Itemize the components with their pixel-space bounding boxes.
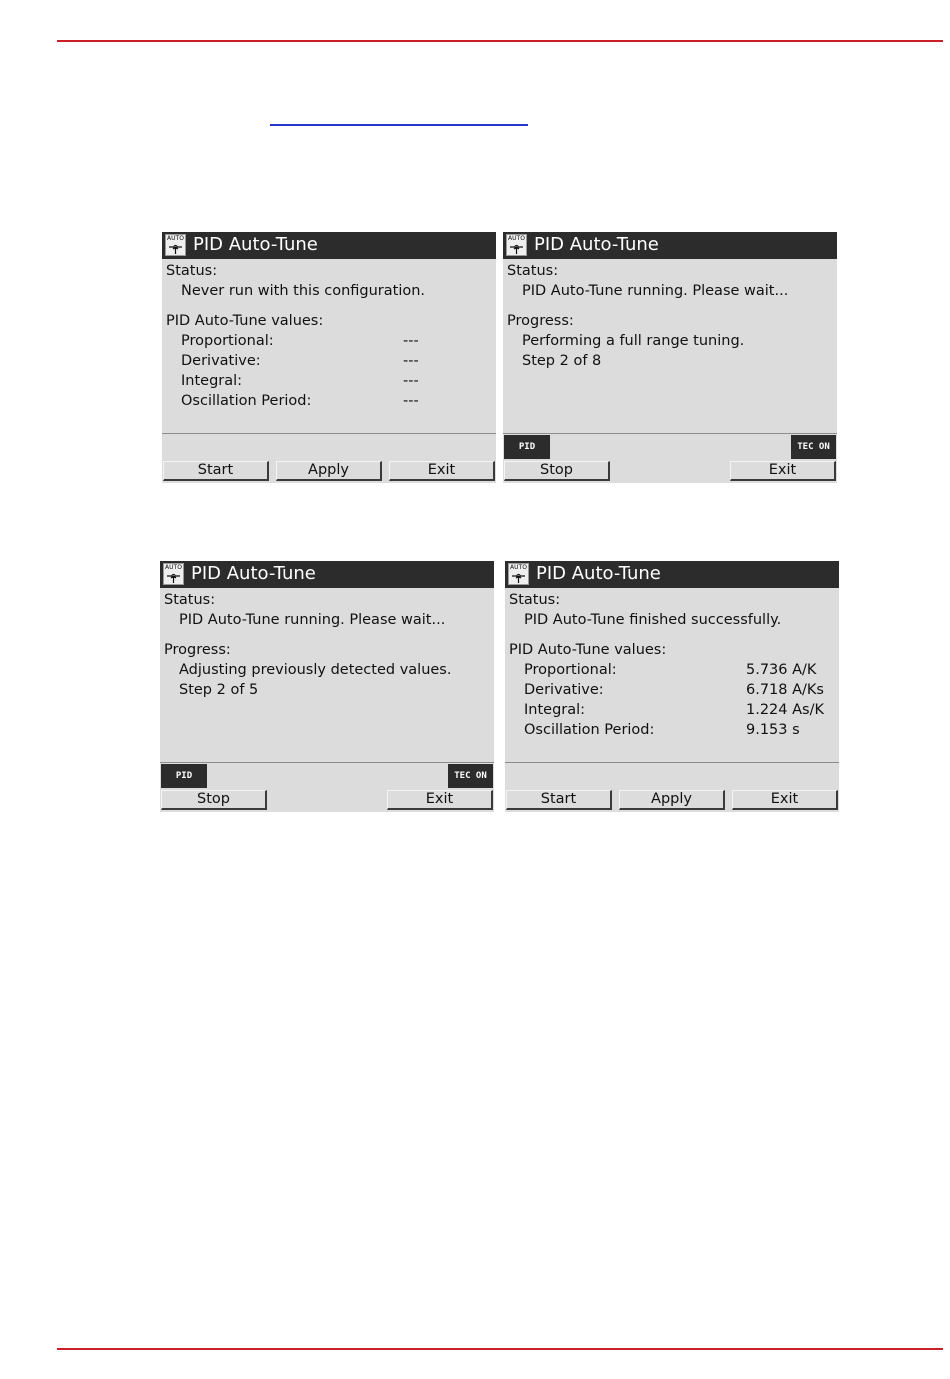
derivative-label: Derivative: (181, 353, 261, 369)
status-label: Status: (166, 263, 218, 279)
values-heading: PID Auto-Tune values: (509, 642, 667, 658)
progress-heading: Progress: (164, 642, 231, 658)
status-text: Never run with this configuration. (181, 283, 426, 299)
integral-value: --- (403, 373, 419, 389)
auto-tune-icon (508, 563, 529, 585)
divider (160, 762, 494, 763)
screen-finished (505, 561, 839, 812)
apply-button[interactable]: Apply (276, 461, 382, 481)
status-text: PID Auto-Tune finished successfully. (524, 612, 782, 628)
tec-on-badge: TEC ON (791, 435, 836, 459)
screen-title: PID Auto-Tune (534, 234, 659, 255)
footer-rule (57, 1348, 943, 1350)
progress-description: Adjusting previously detected values. (179, 662, 452, 678)
auto-tune-icon (506, 234, 527, 256)
icon-label: AUTO (510, 564, 527, 571)
start-button[interactable]: Start (506, 790, 612, 810)
status-label: Status: (509, 592, 561, 608)
oscillation-period-value: 9.153 s (746, 722, 800, 738)
progress-heading: Progress: (507, 313, 574, 329)
divider (505, 762, 839, 763)
status-label: Status: (164, 592, 216, 608)
hyperlink-underline[interactable] (270, 124, 528, 126)
proportional-value: 5.736 A/K (746, 662, 817, 678)
icon-label: AUTO (508, 235, 525, 242)
proportional-label: Proportional: (524, 662, 617, 678)
screen-adjusting-values (160, 561, 494, 812)
screen-title: PID Auto-Tune (191, 563, 316, 584)
oscillation-period-value: --- (403, 393, 419, 409)
screen-title: PID Auto-Tune (536, 563, 661, 584)
exit-button[interactable]: Exit (389, 461, 495, 481)
derivative-label: Derivative: (524, 682, 604, 698)
exit-button[interactable]: Exit (387, 790, 493, 810)
apply-button[interactable]: Apply (619, 790, 725, 810)
exit-button[interactable]: Exit (732, 790, 838, 810)
pid-badge: PID (504, 435, 550, 459)
tec-on-badge: TEC ON (448, 764, 493, 788)
derivative-value: 6.718 A/Ks (746, 682, 824, 698)
status-text: PID Auto-Tune running. Please wait... (179, 612, 446, 628)
icon-label: AUTO (165, 564, 182, 571)
auto-tune-icon (163, 563, 184, 585)
derivative-value: --- (403, 353, 419, 369)
title-bar (503, 232, 837, 259)
proportional-label: Proportional: (181, 333, 274, 349)
header-rule (57, 40, 943, 42)
screen-never-run (162, 232, 496, 483)
title-bar (162, 232, 496, 259)
progress-step: Step 2 of 8 (522, 353, 602, 369)
title-bar (160, 561, 494, 588)
status-text: PID Auto-Tune running. Please wait... (522, 283, 789, 299)
integral-value: 1.224 As/K (746, 702, 824, 718)
start-button[interactable]: Start (163, 461, 269, 481)
oscillation-period-label: Oscillation Period: (524, 722, 655, 738)
progress-description: Performing a full range tuning. (522, 333, 745, 349)
pid-badge: PID (161, 764, 207, 788)
stop-button[interactable]: Stop (161, 790, 267, 810)
divider (162, 433, 496, 434)
progress-step: Step 2 of 5 (179, 682, 259, 698)
proportional-value: --- (403, 333, 419, 349)
icon-label: AUTO (167, 235, 184, 242)
divider (503, 433, 837, 434)
title-bar (505, 561, 839, 588)
status-label: Status: (507, 263, 559, 279)
integral-label: Integral: (181, 373, 243, 389)
screen-full-range-tuning (503, 232, 837, 483)
oscillation-period-label: Oscillation Period: (181, 393, 312, 409)
auto-tune-icon (165, 234, 186, 256)
values-heading: PID Auto-Tune values: (166, 313, 324, 329)
stop-button[interactable]: Stop (504, 461, 610, 481)
screen-title: PID Auto-Tune (193, 234, 318, 255)
integral-label: Integral: (524, 702, 586, 718)
exit-button[interactable]: Exit (730, 461, 836, 481)
